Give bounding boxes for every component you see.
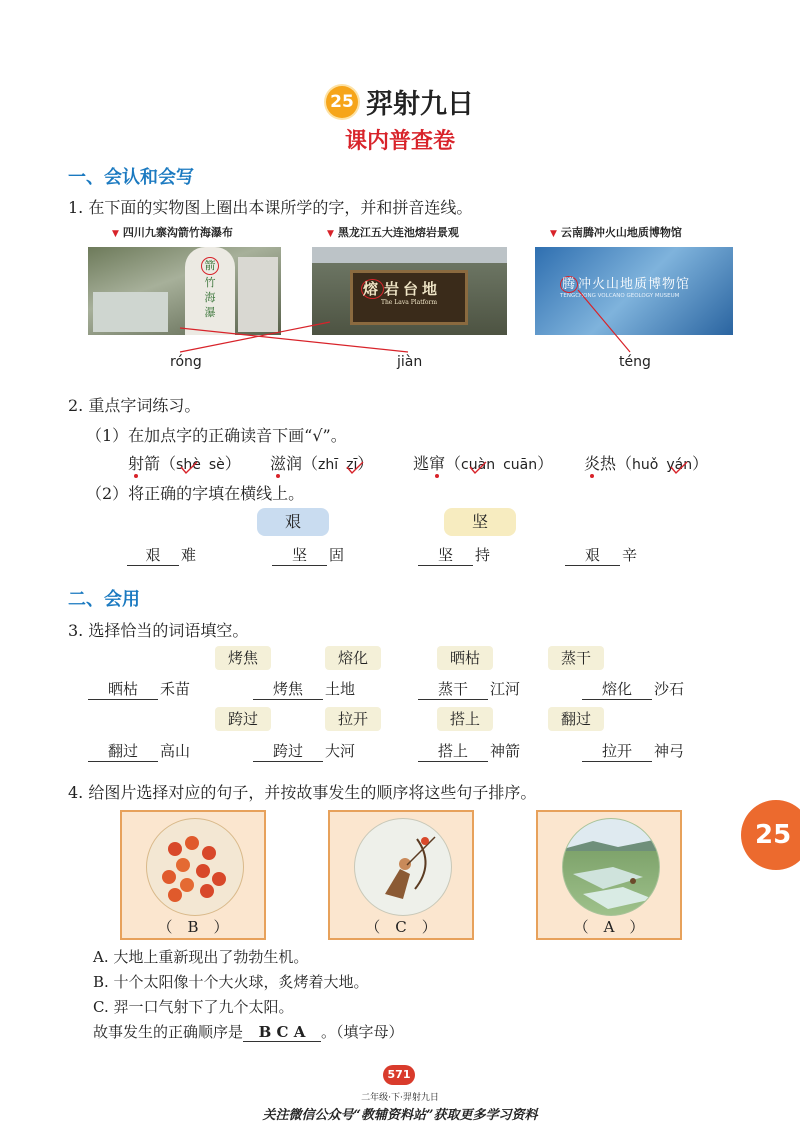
- ten-suns-illustration: [146, 818, 244, 916]
- sentence-c: C. 羿一口气射下了九个太阳。: [93, 998, 294, 1016]
- pinyin-option: shè: [176, 457, 201, 473]
- fill-item: 跨过 大河: [253, 740, 355, 762]
- photo-2-caption: ▼ 黑龙江五大连池熔岩景观: [327, 226, 459, 239]
- picture-card-2: [328, 810, 474, 940]
- question-1: 1. 在下面的实物图上圈出本课所学的字，并和拼音连线。: [68, 198, 473, 217]
- pinyin-option: cuàn: [461, 457, 496, 473]
- answer-line: 拉开: [582, 740, 652, 762]
- sign-subtitle: The Lava Platform: [380, 299, 438, 306]
- picture-card-3: [536, 810, 682, 940]
- fill-item: 烤焦 土地: [253, 678, 355, 700]
- footer-breadcrumb: 二年级·下·羿射九日: [361, 1093, 439, 1103]
- answer-line: 艰: [565, 544, 620, 566]
- fill-item: 蒸干 江河: [418, 678, 520, 700]
- check-mark-icon: [670, 461, 688, 475]
- fill-item: 坚 持: [418, 544, 490, 566]
- photo-3-caption: ▼ 云南腾冲火山地质博物馆: [550, 226, 682, 239]
- page-number: 571: [383, 1065, 415, 1085]
- pinyin-rong: róng: [170, 354, 202, 370]
- lesson-number-badge: 25: [326, 86, 358, 118]
- word-tag: 拉开: [325, 707, 381, 731]
- fill-item: 翻过 高山: [88, 740, 190, 762]
- question-4: 4. 给图片选择对应的句子，并按故事发生的顺序将这些句子排序。: [68, 783, 537, 802]
- section-1-title: 一、会认和会写: [68, 167, 194, 188]
- matching-lines: [0, 0, 800, 400]
- pinyin-option: cuān: [503, 457, 538, 473]
- fill-item: 搭上 神箭: [418, 740, 520, 762]
- answer-line: 坚: [418, 544, 473, 566]
- question-2: 2. 重点字词练习。: [68, 396, 201, 415]
- word-box-jian: 艰: [257, 508, 329, 536]
- circled-char: 熔: [363, 280, 383, 298]
- picture-label: （ A ）: [573, 918, 645, 936]
- word-tag: 搭上: [437, 707, 493, 731]
- pinyin-option: zhī: [318, 457, 339, 473]
- q2-item-4: 炎热（huǒ yán ）: [584, 454, 709, 473]
- circled-char: 腾: [562, 277, 577, 292]
- answer-line: 坚: [272, 544, 327, 566]
- check-mark-icon: [346, 461, 364, 475]
- answer-line: 烤焦: [253, 678, 323, 700]
- suns-icon: [147, 819, 243, 915]
- question-3: 3. 选择恰当的词语填空。: [68, 621, 249, 640]
- answer-line: 蒸干: [418, 678, 488, 700]
- match-line: [578, 290, 630, 352]
- picture-label: （ B ）: [157, 918, 229, 936]
- q2-item-3: 逃窜（cuàn cuān）: [413, 454, 554, 473]
- archer-illustration: [354, 818, 452, 916]
- sentence-a: A. 大地上重新现出了勃勃生机。: [93, 948, 309, 966]
- word-tag: 烤焦: [215, 646, 271, 670]
- order-answer-line: B C A: [243, 1023, 321, 1042]
- fill-item: 坚 固: [272, 544, 344, 566]
- fill-item: 艰 难: [127, 544, 196, 566]
- sign-char: 竹: [204, 276, 216, 289]
- footer-notice: 关注微信公众号“教辅资料站”获取更多学习资料: [262, 1108, 538, 1123]
- archer-icon: [355, 819, 451, 915]
- word-tag: 跨过: [215, 707, 271, 731]
- pinyin-option: sè: [208, 457, 225, 473]
- pinyin-option: yán: [666, 457, 693, 473]
- picture-label: （ C ）: [365, 918, 437, 936]
- section-2-title: 二、会用: [68, 589, 140, 610]
- photo-1-caption: ▼ 四川九寨沟箭竹海瀑布: [112, 226, 233, 239]
- answer-line: 跨过: [253, 740, 323, 762]
- q2-part2: （2）将正确的字填在横线上。: [86, 484, 305, 503]
- answer-line: 翻过: [88, 740, 158, 762]
- word-tag: 翻过: [548, 707, 604, 731]
- order-answer-row: 故事发生的正确顺序是 B C A 。（填字母）: [93, 1023, 404, 1041]
- fill-item: 熔化 沙石: [582, 678, 684, 700]
- word-box-jian2: 坚: [444, 508, 516, 536]
- answer-line: 熔化: [582, 678, 652, 700]
- check-mark-icon: [469, 461, 487, 475]
- match-line: [180, 328, 408, 352]
- answer-line: 艰: [127, 544, 179, 566]
- pinyin-jian: jiàn: [397, 354, 423, 370]
- sign-char: 瀑: [204, 306, 216, 319]
- fill-item: 拉开 神弓: [582, 740, 684, 762]
- q2-word: 炎热: [584, 454, 617, 473]
- fill-item: 艰 辛: [565, 544, 637, 566]
- word-tag: 晒枯: [437, 646, 493, 670]
- fields-icon: [563, 819, 659, 915]
- match-line: [180, 322, 330, 352]
- pinyin-teng: téng: [619, 354, 651, 370]
- page-subtitle: 课内普查卷: [344, 128, 455, 154]
- q2-word: 射箭: [128, 454, 161, 473]
- lesson-title: 羿射九日: [366, 89, 474, 120]
- q2-word: 逃窜: [413, 454, 446, 473]
- picture-card-1: [120, 810, 266, 940]
- check-mark-icon: [180, 461, 198, 475]
- q2-item-2: 滋润（zhī zī ）: [270, 454, 374, 473]
- farmland-illustration: [562, 818, 660, 916]
- q2-part1: （1）在加点字的正确读音下画“√”。: [86, 426, 347, 445]
- pinyin-option: zī: [346, 457, 357, 473]
- fill-item: 晒枯 禾苗: [88, 678, 190, 700]
- q2-item-1: 射箭（shè sè）: [128, 454, 241, 473]
- sign-char: 海: [204, 291, 216, 304]
- word-tag: 熔化: [325, 646, 381, 670]
- q2-word: 滋润: [270, 454, 303, 473]
- museum-sign-en: TENGCHONG VOLCANO GEOLOGY MUSEUM: [560, 293, 680, 299]
- sign-rest: 冲火山地质博物馆: [578, 277, 691, 292]
- answer-line: 晒枯: [88, 678, 158, 700]
- sign-rest: 岩台地: [384, 280, 442, 298]
- sentence-b: B. 十个太阳像十个大火球，炙烤着大地。: [93, 973, 369, 991]
- circled-char: 箭: [201, 257, 219, 275]
- answer-line: 搭上: [418, 740, 488, 762]
- pinyin-option: huǒ: [632, 457, 659, 473]
- lesson-side-badge: 25: [741, 800, 800, 870]
- word-tag: 蒸干: [548, 646, 604, 670]
